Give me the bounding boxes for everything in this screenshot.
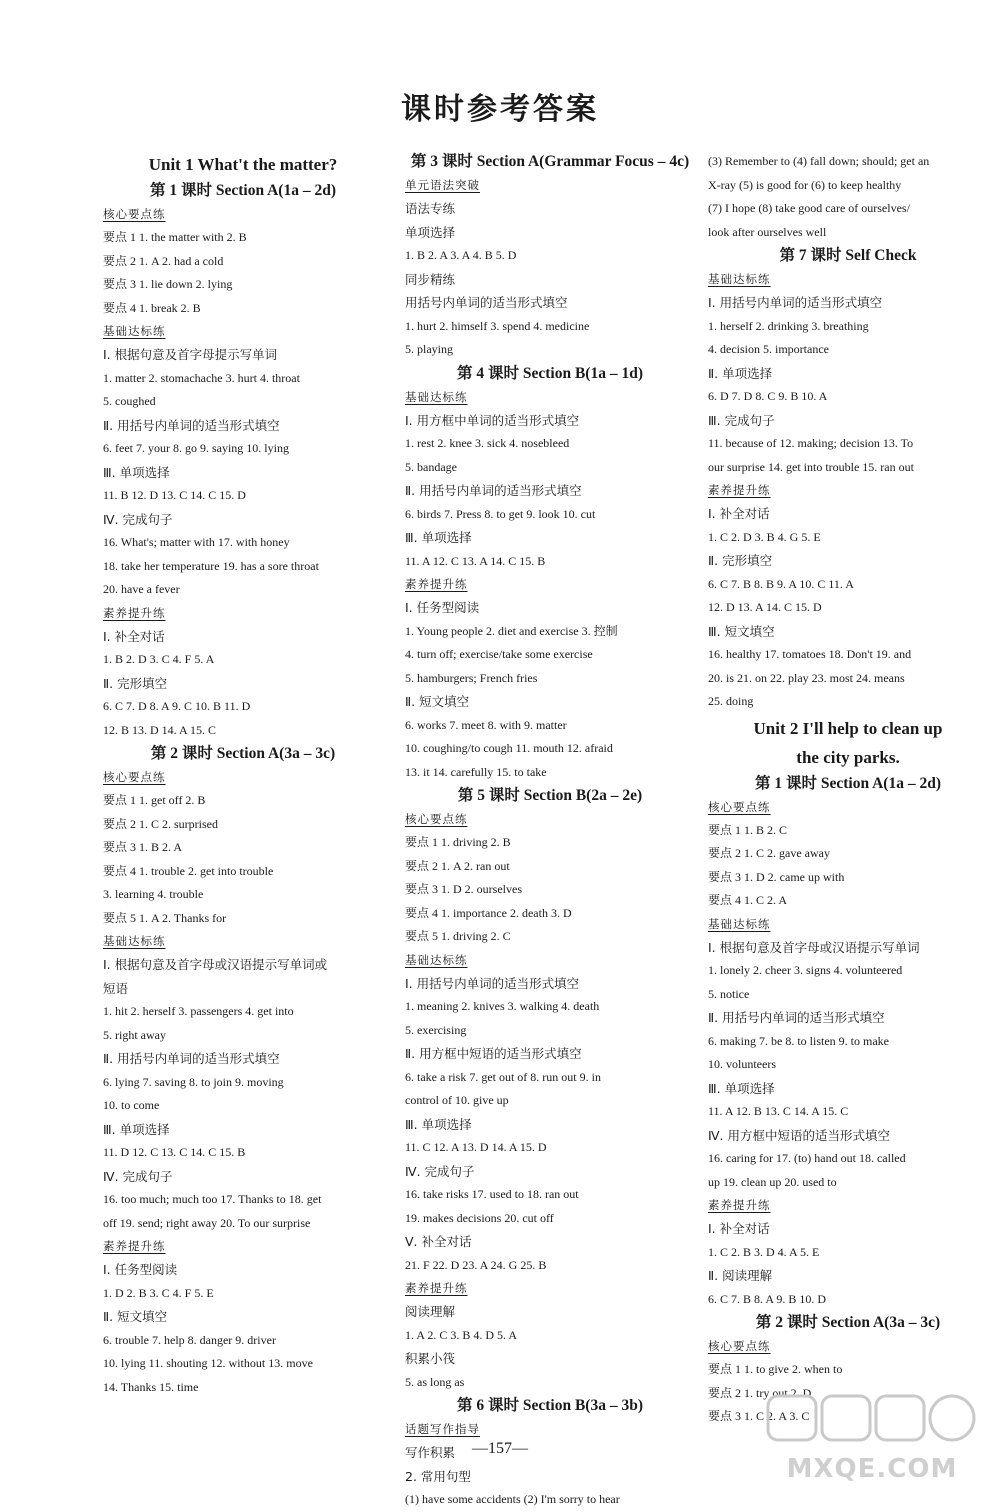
section-label: 素养提升练 [405,577,468,591]
question-heading: Ⅱ. 阅读理解 [708,1268,773,1283]
question-heading: Ⅱ. 用括号内单词的适当形式填空 [405,483,582,498]
answer-column-1 [103,150,383,1399]
answer-line: 5. bandage [405,459,457,474]
question-heading: Ⅲ. 短文填空 [708,623,775,639]
answer-line: control of 10. give up [405,1093,509,1107]
lesson-heading: 第 4 课时 Section B(1a – 1d) [456,364,643,382]
answer-line: 要点 5 1. A 2. Thanks for [103,910,227,925]
section-label: 基础达标练 [405,389,468,404]
question-heading: Ⅰ. 根据句意及首字母或汉语提示写单词 [708,939,920,955]
question-heading: 短语 [103,980,129,996]
answer-line: 20. is 21. on 22. play 23. most 24. means [708,670,905,685]
answer-line: 1. hit 2. herself 3. passengers 4. get into [103,1004,294,1018]
answer-line: 6. D 7. D 8. C 9. B 10. A [708,389,828,403]
page-title: 课时参考答案 [401,92,599,127]
question-heading: Ⅰ. 用括号内单词的适当形式填空 [708,295,883,310]
answer-line: 要点 4 1. break 2. B [103,300,201,315]
lesson-heading: 第 3 课时 Section A(Grammar Focus – 4c) [410,153,690,170]
section-label: 核心要点练 [103,770,166,784]
question-heading: Ⅱ. 用括号内单词的适当形式填空 [103,417,280,433]
answer-line: look after ourselves well [708,224,827,239]
question-heading: Ⅱ. 短文填空 [103,1309,168,1324]
answer-line: 6. C 7. B 8. A 9. B 10. D [708,1291,827,1306]
section-label: 核心要点练 [708,1339,771,1353]
question-heading: Ⅳ. 完成句子 [405,1163,475,1179]
question-heading: Ⅲ. 单项选择 [708,1080,775,1096]
answer-line: 5. notice [708,986,750,1001]
answer-line: 5. coughed [103,394,156,408]
section-label: 话题写作指导 [405,1422,480,1436]
answer-line: 11. C 12. A 13. D 14. A 15. D [405,1140,547,1154]
answer-line: 16. take risks 17. used to 18. ran out [405,1187,579,1201]
answer-line: 5. exercising [405,1022,467,1037]
section-label: 基础达标练 [405,952,468,967]
section-label: 素养提升练 [405,1281,468,1295]
answer-line: (3) Remember to (4) fall down; should; get an [708,154,930,168]
answer-line: up 19. clean up 20. used to [708,1174,837,1189]
question-heading: Ⅲ. 单项选择 [405,1116,472,1132]
answer-column-3 [708,150,988,1429]
answer-line: 要点 2 1. C 2. surprised [103,816,218,831]
answer-line: 1. D 2. B 3. C 4. F 5. E [103,1285,214,1300]
question-heading: Ⅱ. 用方框中短语的适当形式填空 [405,1046,582,1061]
question-heading: Ⅲ. 单项选择 [405,530,472,545]
answer-line: 10. lying 11. shouting 12. without 13. move [103,1356,313,1370]
answer-line: 1. herself 2. drinking 3. breathing [708,318,869,333]
answer-line: 6. works 7. meet 8. with 9. matter [405,717,567,732]
question-heading: Ⅱ. 完形填空 [708,553,773,568]
section-label: 核心要点练 [405,812,468,826]
answer-line: 1. Young people 2. diet and exercise 3. 控制 [405,623,618,638]
answer-line: 1. B 2. D 3. C 4. F 5. A [103,652,215,666]
answer-line: 要点 1 1. get off 2. B [103,793,206,807]
answer-line: 12. B 13. D 14. A 15. C [103,722,217,737]
answer-line: 要点 3 1. D 2. came up with [708,869,845,884]
answer-line: 1. lonely 2. cheer 3. signs 4. volunteered [708,963,903,977]
question-heading: Ⅱ. 用括号内单词的适当形式填空 [708,1010,885,1025]
answer-line: off 19. send; right away 20. To our surprise [103,1215,311,1230]
answer-line: 16. caring for 17. (to) hand out 18. called [708,1151,906,1165]
answer-line: 要点 4 1. C 2. A [708,893,788,907]
answer-line: 5. playing [405,342,453,356]
question-heading: 用括号内单词的适当形式填空 [405,295,568,310]
question-heading: 写作积累 [405,1445,456,1460]
answer-line: 要点 3 1. lie down 2. lying [103,277,233,291]
answer-line: 1. rest 2. knee 3. sick 4. nosebleed [405,436,570,450]
answer-line: 要点 1 1. B 2. C [708,822,788,837]
answer-line: 6. birds 7. Press 8. to get 9. look 10. cut [405,506,596,521]
answer-line: 16. too much; much too 17. Thanks to 18. get [103,1192,322,1206]
answer-line: 3. learning 4. trouble [103,887,204,901]
answer-line: 11. B 12. D 13. C 14. C 15. D [103,488,246,502]
answer-line: 6. C 7. D 8. A 9. C 10. B 11. D [103,699,251,713]
question-heading: Ⅰ. 用方框中单词的适当形式填空 [405,412,580,428]
question-heading: Ⅲ. 完成句子 [708,412,775,428]
question-heading: Ⅰ. 根据句意及首字母或汉语提示写单词或 [103,957,328,972]
lesson-heading: 第 7 课时 Self Check [779,247,917,264]
answer-line: 11. because of 12. making; decision 13. To [708,436,914,450]
answer-line: (1) have some accidents (2) I'm sorry to hear [405,1492,620,1506]
question-heading: 单项选择 [405,224,456,240]
question-heading: 语法专练 [405,201,456,216]
question-heading: Ⅳ. 完成句子 [103,511,173,527]
question-heading: Ⅰ. 任务型阅读 [405,600,480,615]
section-label: 核心要点练 [708,799,771,814]
answer-line: 4. decision 5. importance [708,342,829,356]
answer-line: 10. coughing/to cough 11. mouth 12. afraid [405,741,613,755]
answer-line: 6. feet 7. your 8. go 9. saying 10. lying [103,441,289,455]
question-heading: Ⅱ. 完形填空 [103,675,168,691]
question-heading: Ⅱ. 短文填空 [405,694,470,709]
section-label: 基础达标练 [103,324,166,338]
answer-column-2 [405,150,695,1512]
lesson-heading: 第 6 课时 Section B(3a – 3b) [456,1397,643,1414]
answer-line: 5. hamburgers; French fries [405,670,538,685]
section-label: 单元语法突破 [405,178,480,192]
lesson-heading: 第 2 课时 Section A(3a – 3c) [150,745,336,762]
answer-line: 5. right away [103,1027,166,1042]
question-heading: Ⅰ. 补全对话 [708,1221,770,1236]
question-heading: Ⅲ. 单项选择 [103,1121,170,1137]
question-heading: Ⅱ. 用括号内单词的适当形式填空 [103,1051,280,1066]
unit-heading: Unit 2 I'll help to clean up [753,718,943,738]
answer-line: 10. to come [103,1098,160,1112]
answer-line: 要点 2 1. A 2. ran out [405,858,510,873]
answer-line: 6. making 7. be 8. to listen 9. to make [708,1033,889,1048]
section-label: 素养提升练 [103,1239,166,1253]
question-heading: 阅读理解 [405,1304,456,1319]
answer-line: 25. doing [708,694,754,708]
answer-line: 10. volunteers [708,1057,776,1071]
lesson-heading: 第 1 课时 Section A(1a – 2d) [754,774,941,792]
answer-line: 14. Thanks 15. time [103,1379,199,1394]
answer-line: 要点 1 1. driving 2. B [405,835,511,849]
answer-line: 18. take her temperature 19. has a sore throat [103,558,319,573]
answer-line: 13. it 14. carefully 15. to take [405,764,547,779]
question-heading: 同步精练 [405,271,456,287]
answer-line: 12. D 13. A 14. C 15. D [708,600,822,614]
answer-line: 6. C 7. B 8. B 9. A 10. C 11. A [708,576,854,591]
watermark-logo [762,1392,982,1487]
answer-line: 要点 4 1. importance 2. death 3. D [405,905,572,920]
section-label: 素养提升练 [708,1198,771,1212]
answer-line: 6. trouble 7. help 8. danger 9. driver [103,1332,276,1347]
answer-line: 16. What's; matter with 17. with honey [103,535,290,549]
answer-line: our surprise 14. get into trouble 15. ran out [708,459,914,474]
question-heading: Ⅳ. 完成句子 [103,1168,173,1184]
answer-line: 要点 3 1. B 2. A [103,840,183,854]
answer-line: 21. F 22. D 23. A 24. G 25. B [405,1257,547,1272]
answer-line: 要点 2 1. A 2. had a cold [103,253,224,268]
answer-line: 1. B 2. A 3. A 4. B 5. D [405,248,517,262]
section-label: 基础达标练 [708,916,771,931]
answer-line: 1. matter 2. stomachache 3. hurt 4. throat [103,370,300,385]
unit-heading: Unit 1 What't the matter? [148,155,338,174]
question-heading: Ⅱ. 单项选择 [708,365,773,381]
question-heading: Ⅴ. 补全对话 [405,1234,472,1249]
unit-heading: the city parks. [796,747,900,767]
answer-line: 要点 4 1. trouble 2. get into trouble [103,863,274,878]
answer-line: 11. D 12. C 13. C 14. C 15. B [103,1145,246,1159]
answer-line: 5. as long as [405,1374,465,1389]
answer-line: 6. take a risk 7. get out of 8. run out 9. in [405,1069,601,1084]
answer-line: 16. healthy 17. tomatoes 18. Don't 19. and [708,647,912,661]
lesson-heading: 第 1 课时 Section A(1a – 2d) [149,182,336,199]
answer-line: 11. A 12. C 13. A 14. C 15. B [405,553,546,568]
answer-line: 20. have a fever [103,582,180,596]
section-label: 基础达标练 [103,934,166,948]
answer-line: (7) I hope (8) take good care of ourselves/ [708,201,910,215]
question-heading: Ⅰ. 补全对话 [708,506,770,521]
answer-line: 11. A 12. B 13. C 14. A 15. C [708,1104,849,1118]
answer-line: 4. turn off; exercise/take some exercise [405,647,593,661]
question-heading: 2. 常用句型 [405,1468,471,1484]
section-label: 核心要点练 [103,207,166,221]
answer-line: 1. C 2. B 3. D 4. A 5. E [708,1244,820,1259]
answer-line: 6. lying 7. saving 8. to join 9. moving [103,1074,284,1089]
answer-line: 要点 3 1. D 2. ourselves [405,882,522,896]
section-label: 素养提升练 [708,483,771,497]
lesson-heading: 第 5 课时 Section B(2a – 2e) [457,787,643,804]
section-label: 基础达标练 [708,272,771,286]
question-heading: Ⅰ. 任务型阅读 [103,1262,178,1277]
question-heading: Ⅰ. 根据句意及首字母提示写单词 [103,347,278,362]
watermark-text: MXQE.COM [786,1454,958,1484]
question-heading: 积累小筏 [405,1351,456,1366]
answer-line: 要点 1 1. the matter with 2. B [103,230,247,244]
question-heading: Ⅲ. 单项选择 [103,464,170,480]
section-label: 素养提升练 [103,605,166,620]
answer-line: 要点 3 1. C 2. A 3. C [708,1409,810,1423]
question-heading: Ⅳ. 用方框中短语的适当形式填空 [708,1127,890,1143]
answer-line: 1. C 2. D 3. B 4. G 5. E [708,529,821,544]
answer-line: X-ray (5) is good for (6) to keep healthy [708,177,902,192]
lesson-heading: 第 2 课时 Section A(3a – 3c) [755,1314,941,1331]
answer-line: 1. A 2. C 3. B 4. D 5. A [405,1327,518,1342]
answer-line: 要点 2 1. try out 2. D [708,1385,812,1400]
answer-line: 要点 2 1. C 2. gave away [708,846,830,860]
question-heading: Ⅰ. 补全对话 [103,628,165,644]
answer-line: 要点 5 1. driving 2. C [405,929,511,943]
page-number: —157— [472,1440,528,1457]
answer-line: 要点 1 1. to give 2. when to [708,1362,843,1376]
answer-line: 1. hurt 2. himself 3. spend 4. medicine [405,318,590,333]
answer-line: 1. meaning 2. knives 3. walking 4. death [405,999,600,1013]
question-heading: Ⅰ. 用括号内单词的适当形式填空 [405,975,580,991]
answer-line: 19. makes decisions 20. cut off [405,1210,554,1225]
